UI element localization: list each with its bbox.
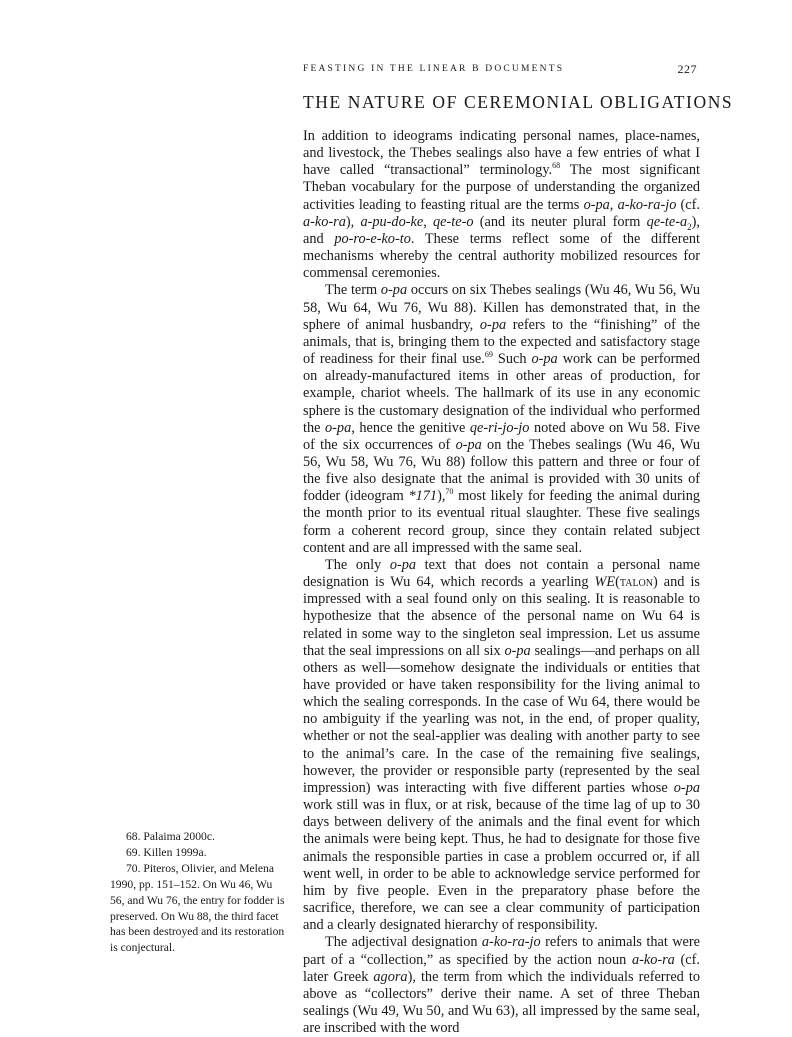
italic-term: o-pa — [325, 419, 352, 436]
italic-term: o-pa — [479, 316, 507, 333]
text-run: Such — [492, 351, 532, 368]
text-run: noted above on Wu 58. Five of the six occurrences of — [303, 419, 700, 453]
section-title: THE NATURE OF CEREMONIAL OBLIGATIONS — [303, 92, 734, 112]
body-text — [303, 128, 700, 1037]
text-run: refers to animals that were part of a “collection,” as specified by the action noun — [303, 934, 700, 968]
text-run: 2 — [687, 221, 692, 232]
italic-term: qe-te-a — [646, 213, 688, 230]
footnote: 70. Piteros, Olivier, and Melena 1990, pp. 151–152. On Wu 46, Wu 56, and Wu 76, the entry for fodder is preserved. On Wu 88, the third facet has been destroyed and its restoration is conjectural. — [110, 861, 285, 955]
italic-term: po-ro-e-ko-to — [334, 230, 411, 247]
italic-term: o-pa — [504, 642, 531, 659]
text-run: work still was in flux, or at risk, because of the time lag of up to 30 days between delivery of the animals and the final event for which the animals were being kept. Thus, he had to designate for those five animals the responsible parties in case a problem occurred or, if all went well, in order to be able to acknowledge service performed for him by five people. Even in the preparatory phase before the sacrifice, therefore, we can see a clear community of participation and a clearly designated hierarchy of responsibility. — [303, 797, 700, 934]
italic-term: *171 — [408, 488, 438, 505]
italic-term: o-pa — [531, 351, 558, 368]
text-run: ( — [615, 574, 620, 591]
text-run: The most significant Theban vocabulary for the purpose of understanding the organized activities leading to feasting ritual are the terms — [303, 162, 700, 213]
body-paragraph — [303, 282, 700, 557]
footnote-ref: 68 — [552, 161, 561, 171]
running-title: FEASTING IN THE LINEAR B DOCUMENTS — [303, 64, 565, 74]
body-paragraph — [303, 128, 700, 282]
text-run: ) and is impressed with a seal found only on this sealing. It is reasonable to hypothesize that the absence of the personal name on Wu 64 is related in some way to the singleton seal impression. Let us assume that the seal impressions on all six — [303, 574, 700, 659]
body-paragraph — [303, 934, 700, 1037]
footnote-ref: 69 — [484, 350, 493, 360]
italic-term: qe-ri-jo-jo — [469, 419, 530, 436]
text-run: refers to the “finishing” of the animals, that is, bringing them to the expected and satisfactory stage of readiness for their final use. — [303, 316, 700, 368]
italic-term: a-ko-ra-jo — [617, 196, 677, 213]
footnote: 69. Killen 1999a. — [126, 845, 207, 859]
text-run: The only — [325, 556, 390, 573]
text-run: ), — [345, 213, 361, 230]
text-run: . These terms reflect some of the different mechanisms whereby the central authority mobilized resources for commensal ceremonies. — [303, 230, 701, 282]
text-run: , — [609, 196, 618, 213]
text-run: text that does not contain a personal name designation is Wu 64, which records a yearling — [303, 556, 700, 591]
text-run: (cf. later Greek — [303, 951, 700, 985]
text-run: most likely for feeding the animal during the month prior to its eventual ritual slaughter. These five sealings form a coherent record group, since they contain related subject content and are all impressed with the same seal. — [303, 488, 700, 556]
italic-term: WE — [594, 574, 616, 591]
text-run: sealings—and perhaps on all others as well—somehow designate the individuals or entities that have provided or have taken responsibility for the living animal to which the sealing corresponds. In the case of Wu 64, there would be no ambiguity if the yearling was not, in the end, of proper quality, whether or not the seal-applier was dealing with another party to see to the animal’s care. In the case of the remaining five sealings, however, the provider or responsible party (represented by the seal impression) was interacting with five different parties whose — [303, 642, 700, 796]
text-run: , — [423, 213, 433, 230]
italic-term: o-pa — [673, 779, 700, 796]
footnotes — [110, 829, 286, 956]
italic-term: a-ko-ra — [303, 213, 346, 230]
text-run: In addition to ideograms indicating personal names, place-names, and livestock, the Thebes sealings also have a few entries of what I have called “transactional” terminology. — [303, 128, 700, 179]
text-run: The term — [325, 282, 381, 299]
running-head — [303, 62, 697, 78]
italic-term: o-pa — [455, 436, 482, 453]
italic-term: o-pa — [583, 196, 610, 213]
footnote: 68. Palaima 2000c. — [126, 830, 215, 843]
text-run: on the Thebes sealings (Wu 46, Wu 56, Wu 58, Wu 76, Wu 88) follow this pattern and three or four of the five also designate that the animal is provided with 30 units of fodder (ideogram — [303, 436, 700, 505]
text-run: ), and — [303, 213, 700, 247]
text-run: ), the term from which the individuals referred to above as “collectors” derive their name. A set of three Theban sealings (Wu 49, Wu 50, and Wu 63), all impressed by the same seal, are inscribed with the word — [303, 968, 700, 1037]
text-run: talon — [619, 574, 654, 591]
italic-term: agora — [373, 968, 408, 985]
footnote-ref: 70 — [445, 487, 454, 497]
italic-term: a-ko-ra-jo — [481, 934, 541, 951]
text-run: (and its neuter plural form — [473, 213, 647, 230]
italic-term: o-pa — [389, 556, 417, 573]
text-run: work can be performed on already-manufactured items in other areas of production, for example, chariot wheels. The hallmark of its use in any economic sphere is the customary designation of the individual who performed the — [303, 351, 700, 436]
italic-term: o-pa — [380, 282, 408, 299]
text-run: ), — [437, 488, 446, 505]
text-run: occurs on six Thebes sealings (Wu 46, Wu 56, Wu 58, Wu 64, Wu 76, Wu 88). Killen has demonstrated that, in the sphere of animal husbandry, — [303, 282, 700, 333]
italic-term: a-ko-ra — [631, 951, 675, 968]
text-run: (cf. — [676, 196, 700, 213]
body-paragraph — [303, 557, 700, 934]
page-number: 227 — [677, 62, 697, 76]
text-run: , hence the genitive — [351, 419, 470, 436]
italic-term: a-pu-do-ke — [360, 213, 424, 230]
italic-term: qe-te-o — [433, 213, 474, 230]
text-run: The adjectival designation — [325, 934, 482, 951]
